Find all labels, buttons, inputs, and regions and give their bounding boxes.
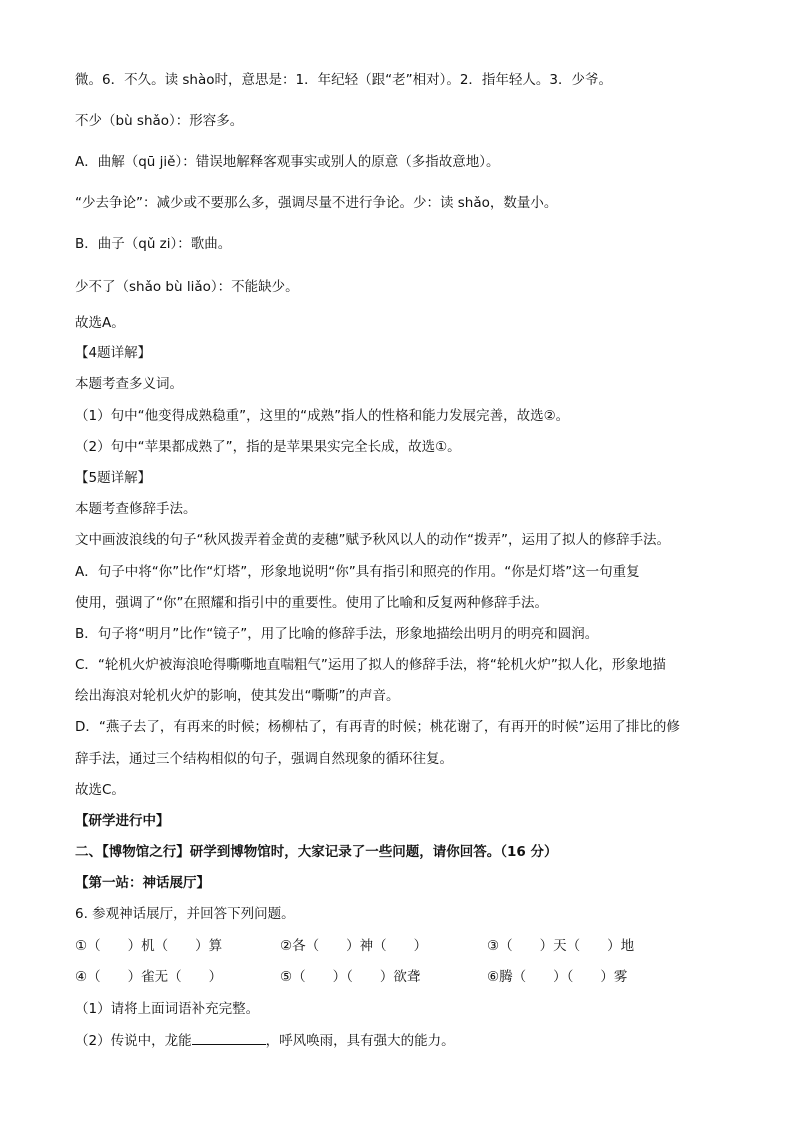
text-line: B．曲子（qǔ zi）：歌曲。: [75, 236, 232, 252]
word-option: ⑤（ ）（ ）欲聋: [280, 969, 421, 985]
word-option: ④（ ）雀无（ ）: [75, 969, 223, 985]
text-line: 微。6．不久。读 shào时，意思是：1．年纪轻（跟“老”相对）。2．指年轻人。3．少爷。: [75, 72, 613, 88]
text-line: C．“轮机火炉被海浪呛得嘶嘶地直喘粗气”运用了拟人的修辞手法，将“轮机火炉”拟人化，形象地描: [75, 657, 666, 673]
question-prompt: 6. 参观神话展厅，并回答下列问题。: [75, 906, 295, 922]
sub-question-text: ，呼风唤雨，具有强大的能力。: [265, 1033, 455, 1049]
text-line: D．“燕子去了，有再来的时候；杨柳枯了，有再青的时候；桃花谢了，有再开的时候”运用了排比的修: [75, 719, 680, 735]
sub-question: （1）请将上面词语补充完整。: [75, 1001, 260, 1017]
text-line: 绘出海浪对轮机火炉的影响，使其发出“嘶嘶”的声音。: [75, 688, 400, 704]
question-heading: 二、【博物馆之行】研学到博物馆时，大家记录了一些问题，请你回答。（16 分）: [75, 844, 558, 860]
text-line: 使用，强调了“你”在照耀和指引中的重要性。使用了比喻和反复两种修辞手法。: [75, 595, 548, 611]
text-line: （2）句中“苹果都成熟了”，指的是苹果果实完全长成，故选①。: [75, 439, 461, 455]
text-line: 故选A。: [75, 315, 125, 331]
word-option: ②各（ ）神（ ）: [280, 938, 428, 954]
text-line: 少不了（shǎo bù liǎo）：不能缺少。: [75, 279, 299, 295]
section-heading: 【4题详解】: [75, 345, 152, 361]
text-line: （1）句中“他变得成熟稳重”，这里的“成熟”指人的性格和能力发展完善，故选②。: [75, 408, 570, 424]
word-option: ⑥腾（ ）（ ）雾: [487, 969, 628, 985]
sub-question: [75, 1032, 725, 1050]
text-line: “少去争论”：减少或不要那么多，强调尽量不进行争论。少：读 shǎo，数量小。: [75, 195, 558, 211]
text-line: B．句子将“明月”比作“镜子”，用了比喻的修辞手法，形象地描绘出明月的明亮和圆润。: [75, 626, 599, 642]
text-line: 本题考查修辞手法。: [75, 501, 197, 517]
section-heading: 【第一站：神话展厅】: [75, 875, 210, 891]
word-option: ①（ ）机（ ）算: [75, 938, 223, 954]
section-heading: 【5题详解】: [75, 470, 152, 486]
text-line: 故选C。: [75, 782, 125, 798]
answer-blank[interactable]: [192, 1032, 266, 1045]
text-line: 不少（bù shǎo）：形容多。: [75, 113, 244, 129]
text-line: 文中画波浪线的句子“秋风拨弄着金黄的麦穗”赋予秋风以人的动作“拨弄”，运用了拟人的修辞手法。: [75, 532, 670, 548]
text-line: 本题考查多义词。: [75, 376, 183, 392]
sub-question-text: （2）传说中，龙能: [75, 1033, 192, 1049]
text-line: A．句子中将“你”比作“灯塔”，形象地说明“你”具有指引和照亮的作用。“你是灯塔”这一句重复: [75, 564, 640, 580]
text-line: A．曲解（qū jiě）：错误地解释客观事实或别人的原意（多指故意地）。: [75, 154, 500, 170]
text-line: 辞手法，通过三个结构相似的句子，强调自然现象的循环往复。: [75, 751, 453, 767]
section-heading: 【研学进行中】: [75, 813, 170, 829]
word-option: ③（ ）天（ ）地: [487, 938, 635, 954]
